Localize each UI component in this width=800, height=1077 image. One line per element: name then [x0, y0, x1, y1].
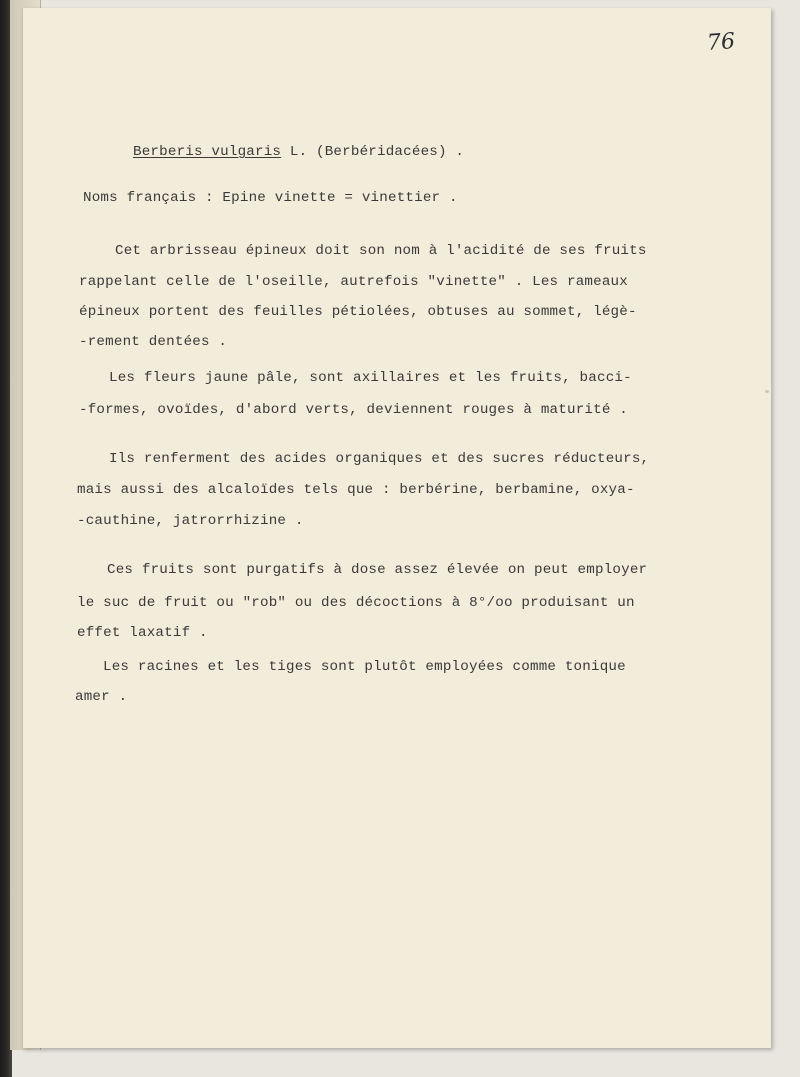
document-page [22, 8, 771, 1048]
page-number: 76 [706, 29, 736, 56]
text-line: mais aussi des alcaloïdes tels que : berbérine, berbamine, oxya- [77, 482, 635, 498]
text-line: Cet arbrisseau épineux doit son nom à l'acidité de ses fruits [115, 243, 647, 259]
text-line: -formes, ovoïdes, d'abord verts, deviennent rouges à maturité . [79, 402, 628, 418]
text-line: Les fleurs jaune pâle, sont axillaires et les fruits, bacci- [109, 370, 632, 386]
common-names: Noms français : Epine vinette = vinettier . [83, 190, 458, 206]
text-line: rappelant celle de l'oseille, autrefois "vinette" . Les rameaux [79, 274, 628, 290]
text-line: le suc de fruit ou "rob" ou des décoctions à 8°/oo produisant un [77, 595, 635, 611]
species-name: Berberis vulgaris [133, 144, 282, 160]
text-line: -cauthine, jatrorrhizine . [77, 513, 304, 529]
text-line: -rement dentées . [79, 334, 228, 350]
text-line: Ces fruits sont purgatifs à dose assez élevée on peut employer [107, 562, 648, 578]
paper-speck [765, 390, 769, 393]
text-line: Ils renferment des acides organiques et des sucres réducteurs, [109, 451, 650, 467]
title-rest: L. (Berbéridacées) . [281, 144, 465, 160]
text-line: Les racines et les tiges sont plutôt employées comme tonique [103, 659, 626, 675]
text-line: effet laxatif . [77, 625, 208, 641]
title-line [133, 144, 464, 160]
text-line: épineux portent des feuilles pétiolées, obtuses au sommet, légè- [79, 304, 637, 320]
text-line: amer . [75, 689, 128, 705]
